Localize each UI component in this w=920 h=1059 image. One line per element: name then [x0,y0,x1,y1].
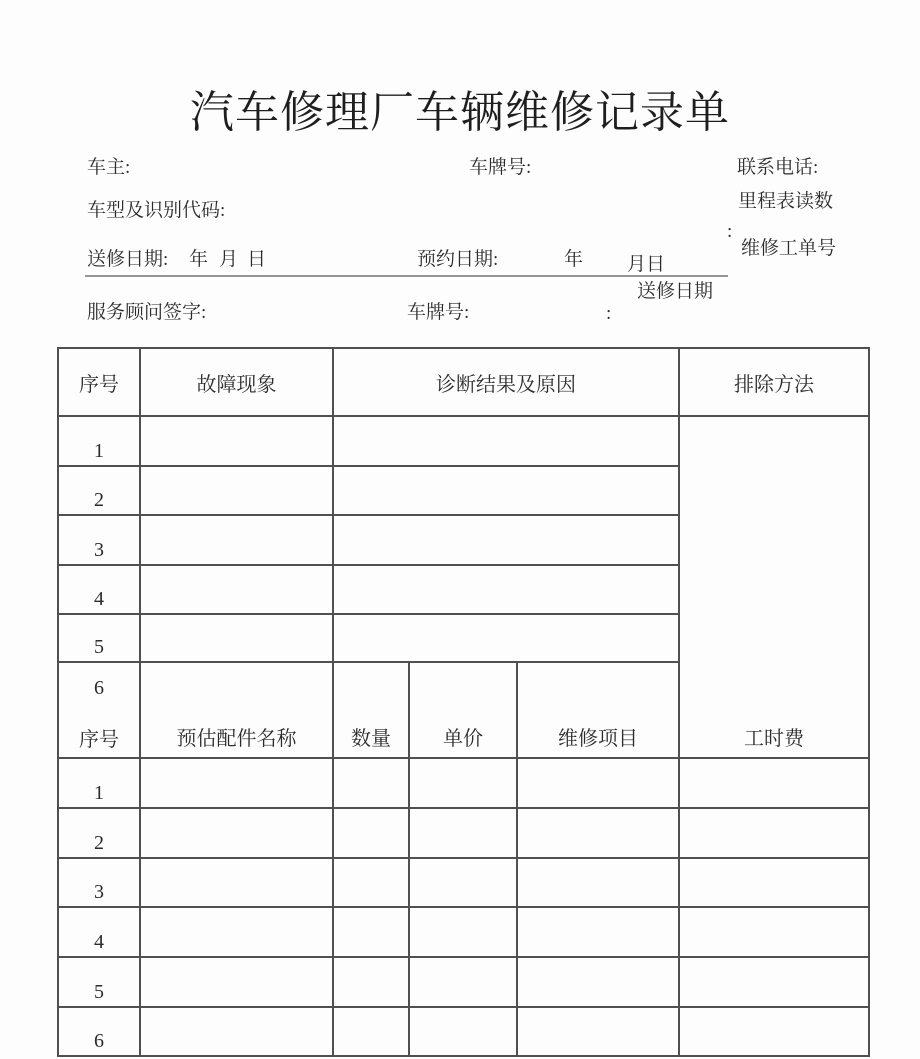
repair-grid-table [57,347,870,1057]
parts-row [58,957,869,1007]
parts-row [58,907,869,957]
fault-diagnosis-cell [333,614,679,662]
fault-symptom-cell [140,614,333,662]
fault-row-number: 4 [58,565,140,614]
parts-name-cell [140,808,333,858]
phone-label: 联系电话: [737,157,819,178]
owner-label: 车主: [87,157,131,178]
parts-qty-cell [333,858,409,907]
work-order-label: 维修工单号 [741,238,837,259]
plate-label: 车牌号: [469,157,532,178]
parts-qty-cell [333,907,409,957]
model-vin-label: 车型及识别代码: [87,200,226,221]
fault-header-row [58,348,869,416]
fault-row-number: 1 [58,416,140,466]
send-date-label: 送修日期: [87,249,169,270]
parts-qty-header: 数量 [333,662,409,758]
parts-row-number: 2 [58,808,140,858]
appt-year-label: 年 [564,249,584,270]
fault-no-header: 序号 [58,348,140,416]
parts-row-number: 3 [58,858,140,907]
parts-qty-cell [333,808,409,858]
labor-fee-header: 工时费 [744,728,805,750]
parts-labor-fee-cell [679,808,869,858]
fault-symptom-cell [140,466,333,515]
fault-row-number: 6 [94,677,104,699]
parts-repair-item-header: 维修项目 [517,662,679,758]
fault-symptom-cell [140,416,333,466]
parts-unit-price-cell [409,907,517,957]
parts-name-cell [140,907,333,957]
fault-remedy-header: 排除方法 [679,348,869,416]
parts-unit-price-cell [409,758,517,808]
parts-row-number: 5 [58,957,140,1007]
fault-row-number: 5 [58,614,140,662]
fault-symptom-cell [140,565,333,614]
parts-name-cell [140,758,333,808]
parts-no-header: 序号 [79,729,119,751]
parts-row-number: 4 [58,907,140,957]
parts-repair-item-cell [517,858,679,907]
parts-labor-fee-cell [679,1007,869,1056]
parts-unit-price-header: 单价 [409,662,517,758]
parts-labor-fee-cell [679,957,869,1007]
parts-name-cell [140,858,333,907]
parts-unit-price-cell [409,808,517,858]
parts-row-number: 1 [58,758,140,808]
parts-qty-cell [333,957,409,1007]
fault-diagnosis-cell [333,515,679,565]
odometer-colon: : [727,221,733,242]
parts-name-header: 预估配件名称 [140,662,333,758]
send-month-label: 月 [219,249,239,270]
date-row-underline [85,275,728,277]
parts-unit-price-cell [409,858,517,907]
parts-labor-fee-cell [679,858,869,907]
parts-row [58,1007,869,1056]
fault-symptom-header: 故障现象 [140,348,333,416]
odometer-label: 里程表读数 [738,191,834,212]
parts-labor-fee-cell [679,758,869,808]
parts-unit-price-cell [409,957,517,1007]
appt-date-label: 预约日期: [417,249,499,270]
send-date2-label: 送修日期 [637,281,714,302]
parts-row [58,808,869,858]
fault-diagnosis-header: 诊断结果及原因 [333,348,679,416]
fault-diagnosis-cell [333,565,679,614]
appt-monthday-label: 月日 [627,254,666,275]
send-day-label: 日 [247,249,267,270]
form-title: 汽车修理厂车辆维修记录单 [190,88,730,137]
fault-remedy-merged-cell [679,416,869,758]
fault-diagnosis-cell [333,466,679,515]
parts-repair-item-cell [517,808,679,858]
fault-symptom-cell [140,515,333,565]
fault-row [58,416,869,466]
fault-row-number: 3 [58,515,140,565]
parts-row-number: 6 [58,1007,140,1056]
parts-row [58,858,869,907]
row6-and-no-header-cell [58,662,140,758]
advisor-sign-label: 服务顾问签字: [87,302,207,323]
parts-name-cell [140,957,333,1007]
parts-qty-cell [333,1007,409,1056]
fault-diagnosis-cell [333,416,679,466]
parts-repair-item-cell [517,907,679,957]
send-year-label: 年 [189,249,209,270]
parts-repair-item-cell [517,758,679,808]
parts-unit-price-cell [409,1007,517,1056]
send-date2-colon: : [606,303,612,324]
parts-qty-cell [333,758,409,808]
parts-repair-item-cell [517,957,679,1007]
fault-row-number: 2 [58,466,140,515]
parts-repair-item-cell [517,1007,679,1056]
plate2-label: 车牌号: [407,302,470,323]
parts-row [58,758,869,808]
parts-name-cell [140,1007,333,1056]
parts-labor-fee-cell [679,907,869,957]
